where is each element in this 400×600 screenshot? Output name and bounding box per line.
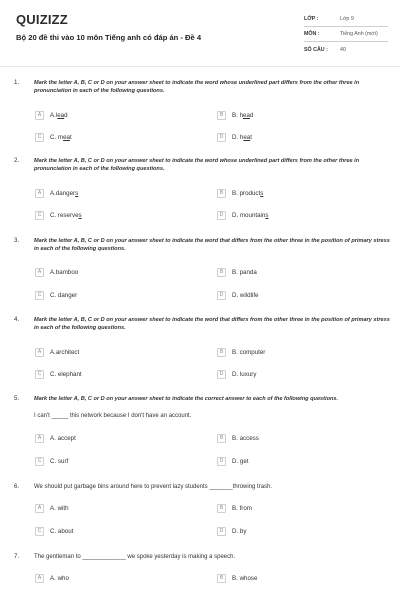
option-text: B. head bbox=[232, 111, 254, 119]
option-c[interactable] bbox=[35, 210, 82, 220]
page-header bbox=[0, 0, 400, 66]
option-letter: D bbox=[217, 133, 226, 142]
meta-value: Tiếng Anh (mới) bbox=[340, 31, 378, 37]
option-d[interactable] bbox=[217, 210, 268, 220]
option-letter: C bbox=[35, 291, 44, 300]
question-number: 1. bbox=[14, 79, 20, 86]
option-a[interactable] bbox=[35, 347, 79, 357]
question-number: 4. bbox=[14, 316, 20, 323]
question-number: 5. bbox=[14, 395, 20, 402]
option-letter: A bbox=[35, 268, 44, 277]
question-sentence: I can't _____ this network because I don't have an account. bbox=[34, 413, 192, 419]
option-letter: B bbox=[217, 348, 226, 357]
meta-row-class bbox=[304, 12, 388, 27]
option-d[interactable] bbox=[217, 369, 256, 379]
option-d[interactable] bbox=[217, 290, 258, 300]
option-letter: C bbox=[35, 527, 44, 536]
option-text: A.lead bbox=[50, 111, 68, 119]
option-b[interactable] bbox=[217, 267, 257, 277]
option-text: A.dangers bbox=[50, 189, 79, 197]
option-text: B. products bbox=[232, 189, 264, 197]
option-b[interactable] bbox=[217, 433, 259, 443]
option-a[interactable] bbox=[35, 433, 76, 443]
option-b[interactable] bbox=[217, 347, 265, 357]
option-text: A. accept bbox=[50, 434, 76, 442]
question-instruction: Mark the letter A, B, C or D on your answer sheet to indicate the word that differs from the other three in the position of primary stress in each of the following questions. bbox=[34, 238, 390, 252]
option-a[interactable] bbox=[35, 267, 78, 277]
question-instruction: Mark the letter A, B, C or D on your answer sheet to indicate the word that differs from the other three in the position of primary stress in each of the following questions. bbox=[34, 317, 390, 331]
option-a[interactable] bbox=[35, 503, 69, 513]
option-text: C. reserves bbox=[50, 211, 82, 219]
option-text: D. get bbox=[232, 457, 249, 465]
option-b[interactable] bbox=[217, 573, 257, 583]
meta-value: 40 bbox=[340, 46, 346, 53]
meta-label: LỚP : bbox=[304, 16, 319, 22]
option-text: B. from bbox=[232, 504, 252, 512]
option-text: A.architect bbox=[50, 348, 80, 356]
question-number: 6. bbox=[14, 483, 20, 490]
option-letter: C bbox=[35, 457, 44, 466]
meta-row-count bbox=[304, 42, 388, 57]
option-letter: A bbox=[35, 189, 44, 198]
option-c[interactable] bbox=[35, 456, 68, 466]
question-number: 2. bbox=[14, 157, 20, 164]
option-text: B. computer bbox=[232, 348, 266, 356]
option-letter: A bbox=[35, 434, 44, 443]
option-letter: B bbox=[217, 574, 226, 583]
meta-label: MÔN : bbox=[304, 31, 320, 37]
option-text: B. panda bbox=[232, 268, 257, 276]
option-text: B. whose bbox=[232, 574, 258, 582]
question-number: 7. bbox=[14, 553, 20, 560]
option-letter: C bbox=[35, 133, 44, 142]
meta-label: SỐ CÂU : bbox=[304, 46, 328, 53]
option-text: C. surf bbox=[50, 457, 69, 465]
option-letter: D bbox=[217, 370, 226, 379]
option-a[interactable] bbox=[35, 573, 69, 583]
option-letter: D bbox=[217, 291, 226, 300]
option-letter: A bbox=[35, 348, 44, 357]
option-c[interactable] bbox=[35, 369, 82, 379]
option-d[interactable] bbox=[217, 132, 252, 142]
option-a[interactable] bbox=[35, 110, 68, 120]
option-text: D. luxury bbox=[232, 370, 257, 378]
option-b[interactable] bbox=[217, 188, 263, 198]
option-text: A. with bbox=[50, 504, 69, 512]
option-c[interactable] bbox=[35, 526, 73, 536]
question-instruction: Mark the letter A, B, C or D on your answer sheet to indicate the correct answer to each of the following questions. bbox=[34, 396, 339, 402]
question-instruction: Mark the letter A, B, C or D on your answer sheet to indicate the word whose underlined part differs from the other three in pronunciation in each of the following questions. bbox=[34, 80, 360, 94]
question-sentence: The gentleman to _____________ we spoke yesterday is making a speech. bbox=[34, 554, 236, 560]
option-letter: B bbox=[217, 434, 226, 443]
question-number: 3. bbox=[14, 237, 20, 244]
option-text: A. who bbox=[50, 574, 69, 582]
option-text: A.bamboo bbox=[50, 268, 79, 276]
option-letter: C bbox=[35, 370, 44, 379]
option-text: C. about bbox=[50, 527, 74, 535]
option-letter: D bbox=[217, 527, 226, 536]
question-instruction: Mark the letter A, B, C or D on your answer sheet to indicate the word whose underlined part differs from the other three in pronunciation in each of the following questions. bbox=[34, 158, 360, 172]
option-letter: C bbox=[35, 211, 44, 220]
option-letter: A bbox=[35, 111, 44, 120]
option-b[interactable] bbox=[217, 110, 253, 120]
option-b[interactable] bbox=[217, 503, 252, 513]
option-a[interactable] bbox=[35, 188, 78, 198]
option-letter: B bbox=[217, 189, 226, 198]
option-letter: A bbox=[35, 504, 44, 513]
option-c[interactable] bbox=[35, 290, 77, 300]
option-text: D. heat bbox=[232, 133, 252, 141]
option-letter: A bbox=[35, 574, 44, 583]
option-letter: B bbox=[217, 268, 226, 277]
option-c[interactable] bbox=[35, 132, 72, 142]
option-text: C. meat bbox=[50, 133, 72, 141]
option-text: D. mountains bbox=[232, 211, 269, 219]
option-text: C. elephant bbox=[50, 370, 82, 378]
option-letter: B bbox=[217, 504, 226, 513]
option-d[interactable] bbox=[217, 526, 246, 536]
option-letter: D bbox=[217, 457, 226, 466]
option-letter: B bbox=[217, 111, 226, 120]
meta-row-subject bbox=[304, 27, 388, 42]
meta-info bbox=[304, 12, 388, 57]
option-text: C. danger bbox=[50, 291, 78, 299]
quizizz-logo: QUIZIZZ bbox=[16, 12, 68, 27]
option-text: D. by bbox=[232, 527, 247, 535]
option-d[interactable] bbox=[217, 456, 249, 466]
option-text: D. wildlife bbox=[232, 291, 259, 299]
page-title: Bộ 20 đề thi vào 10 môn Tiếng anh có đáp án - Đề 4 bbox=[16, 33, 202, 42]
meta-value: Lớp 9 bbox=[340, 16, 354, 22]
question-sentence: We should put garbage bins around here to prevent lazy students _______throwing trash. bbox=[34, 484, 273, 490]
option-text: B. access bbox=[232, 434, 259, 442]
option-letter: D bbox=[217, 211, 226, 220]
header-divider bbox=[0, 66, 400, 67]
